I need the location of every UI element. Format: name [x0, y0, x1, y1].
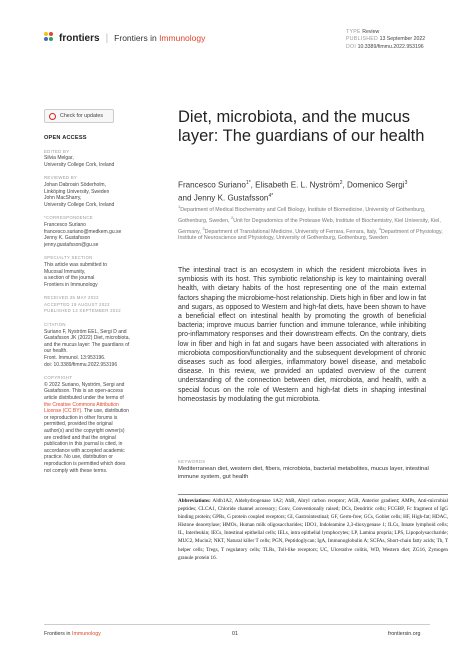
email-link[interactable]: francesco.suriano@medkem.gu.se — [44, 228, 122, 235]
page-number: 01 — [232, 631, 238, 637]
frontiers-logo-icon — [44, 32, 56, 44]
license-link[interactable]: License (CC BY). — [44, 408, 83, 415]
license-link[interactable]: the Creative Commons Attribution — [44, 401, 119, 408]
article-dates: RECEIVED 25 MAY 2022 ACCEPTED 19 AUGUST 2022 PUBLISHED 13 SEPTEMBER 2022 — [44, 295, 121, 314]
sidebar — [44, 109, 144, 474]
footer-site-link[interactable]: frontiersin.org — [388, 631, 421, 637]
check-for-updates-button[interactable]: Check for updates — [44, 109, 114, 123]
frontiers-logo[interactable] — [44, 32, 205, 44]
open-access-label: OPEN ACCESS — [44, 135, 87, 141]
journal-name[interactable]: Frontiers in Immunology — [114, 33, 206, 43]
specialty-section: SPECIALTY SECTION This article was submitted to Mucosal Immunity, a section of the journal Frontiers in Immunology — [44, 255, 108, 288]
author[interactable]: , Elisabeth E. L. Nyström — [250, 180, 340, 190]
abstract: The intestinal tract is an ecosystem in which the resident microbiota lives in symbiosis with its host. This symbiotic relationship is key to maintaining overall health, with dietary habits of the host representing one of the main external factors shaping the microbiome-host relationship. Diets high in fiber and low in fat and sugars, as opposed to Western and high-fat diets, have been shown to have a beneficial effect on intestinal health by promoting the growth of beneficial bacteria; improve mucus barrier function and immune tolerance, while inhibiting pro-inflammatory responses and their downstream effects. On the contrary, diets low in fiber and high in fat and sugars have been associated with alterations in microbiota composition/functionality and the subsequent development of chronic diseases such as food allergies, inflammatory bowel disease, and metabolic disease. In this review, we provided an updated overview of the current understanding of the connection between diet, microbiota, and health, with a special focus on the role of Western and high-fat diets in shaping intestinal homeostasis by modulating the gut microbiota. — [178, 267, 426, 403]
abbreviations-divider — [178, 494, 448, 495]
article-meta: TYPE Review PUBLISHED 13 September 2022 DOI 10.3389/fimmu.2022.953196 — [346, 29, 426, 50]
reviewed-by: REVIEWED BY Johan Dabrosin Söderholm, Linköping University, Sweden John MacSharry, University College Cork, Ireland — [44, 175, 115, 208]
author-list: Francesco Suriano$^{1*}$, Elisabeth E. L. Nyström$^2$, Domenico Sergi$^3$ and Jenny K. Gustafsson$^{4*}$ — [178, 180, 408, 203]
edited-by: EDITED BY Silvia Melgar, University College Cork, Ireland — [44, 148, 115, 168]
footer-divider — [44, 624, 430, 625]
affiliations: $^1$Department of Medical Biochemistry and Cell Biology, Institute of Biomedicine, University of Gothenburg, Gothenburg, Sweden, $^2$Unit for Degradomics of the Protease Web, Institute of Biochemistry, Kiel University, Kiel, Germany, $^3$Department of Translational Medicine, University of Ferrara, Ferrara, Italy, $^4$Department of Physiology, Institute of Neuroscience and Physiology, University of Gothenburg, Gothenburg, Sweden — [178, 204, 443, 242]
article-title: Diet, microbiota, and the mucus layer: The guardians of our health — [178, 108, 425, 145]
keywords: Mediterranean diet, western diet, fibers, microbiota, bacterial metabolites, mucus layer, intestinal immune system, gut health — [178, 466, 429, 480]
page-header — [0, 0, 474, 68]
email-link[interactable]: jenny.gustafsson@gu.se — [44, 241, 99, 248]
correspondence: *CORRESPONDENCE Francesco Suriano francesco.suriano@medkem.gu.se Jenny K. Gustafsson jenny.gustafsson@gu.se — [44, 215, 144, 248]
keywords-label: KEYWORDS — [178, 459, 206, 464]
header-divider: | — [105, 32, 109, 44]
author[interactable]: , Domenico Sergi — [342, 180, 405, 190]
footer-journal[interactable]: Frontiers in Immunology — [44, 631, 101, 637]
citation: CITATION Suriano F, Nyström EEL, Sergi D and Gustafsson JK (2022) Diet, microbiota, and the mucus layer: The guardians of our health. Front. Immunol. 13:953196. doi: 10.3389/fimmu.2022.953196 — [44, 322, 130, 368]
article-type: Review — [362, 29, 380, 35]
abbreviations: Abbreviations: Aldh1A2, Aldehydrogenase 1A2; AhR, Abryl carbon receptor; AGR, Anterior gradient; AMPs, Anti-microbial peptides; CLCA1, Chloride channel accessory; Conv, Conventionally raised; DCs, Dendritic cells; FCGBP, Fc fragment of IgG binding protein; GPRs, G protein coupled receptors; GI, Gastrointestinal; GF, Germ-free; GCs, Goblet cells; HF, High-fat; HDAC, Histone deacetylase; HMOs, Human milk oligosaccharides; IDO1, Indoleamine 2,3-dioxygenase 1; ILCs, Innate lymphoid cells; IL, Interleukin; IECs, Intestinal epithelial cells; IELs, intra epithelial lymphocytes; LP, Lamina propria; LPS, Lipopolysaccharide; MUC2, Mucin2; NKT, Natural killer T cells; PGN, Peptidoglycan; IgA, Immunoglobulin A; SCFAs, Short-chain fatty acids; Th, T helper cells; Tregs, T regulatory cells; TLRs, Toll-like receptors; UC, Ulcerative colitis, WD, Western diet; ZG16, Zymogen granule protein 16. — [178, 498, 448, 561]
update-badge-icon — [49, 113, 56, 120]
doi: 10.3389/fimmu.2022.953196 — [357, 43, 424, 50]
publish-date: 13 September 2022 — [379, 36, 426, 43]
author[interactable]: and Jenny K. Gustafsson — [178, 193, 269, 203]
brand-name: frontiers — [59, 32, 100, 44]
author[interactable]: Francesco Suriano — [178, 180, 246, 190]
copyright: COPYRIGHT © 2022 Suriano, Nyström, Sergi and Gustafsson. This is an open-access article distributed under the terms of the Creative Commons Attribution License (CC BY). The use, distribution or reproduction in other forums is permitted, provided the original author(s) and the copyright owner(s) are credited and that the original publication in this journal is cited, in accordance with accepted academic practice. No use, distribution or reproduction is permitted which does not comply with these terms. — [44, 375, 144, 474]
